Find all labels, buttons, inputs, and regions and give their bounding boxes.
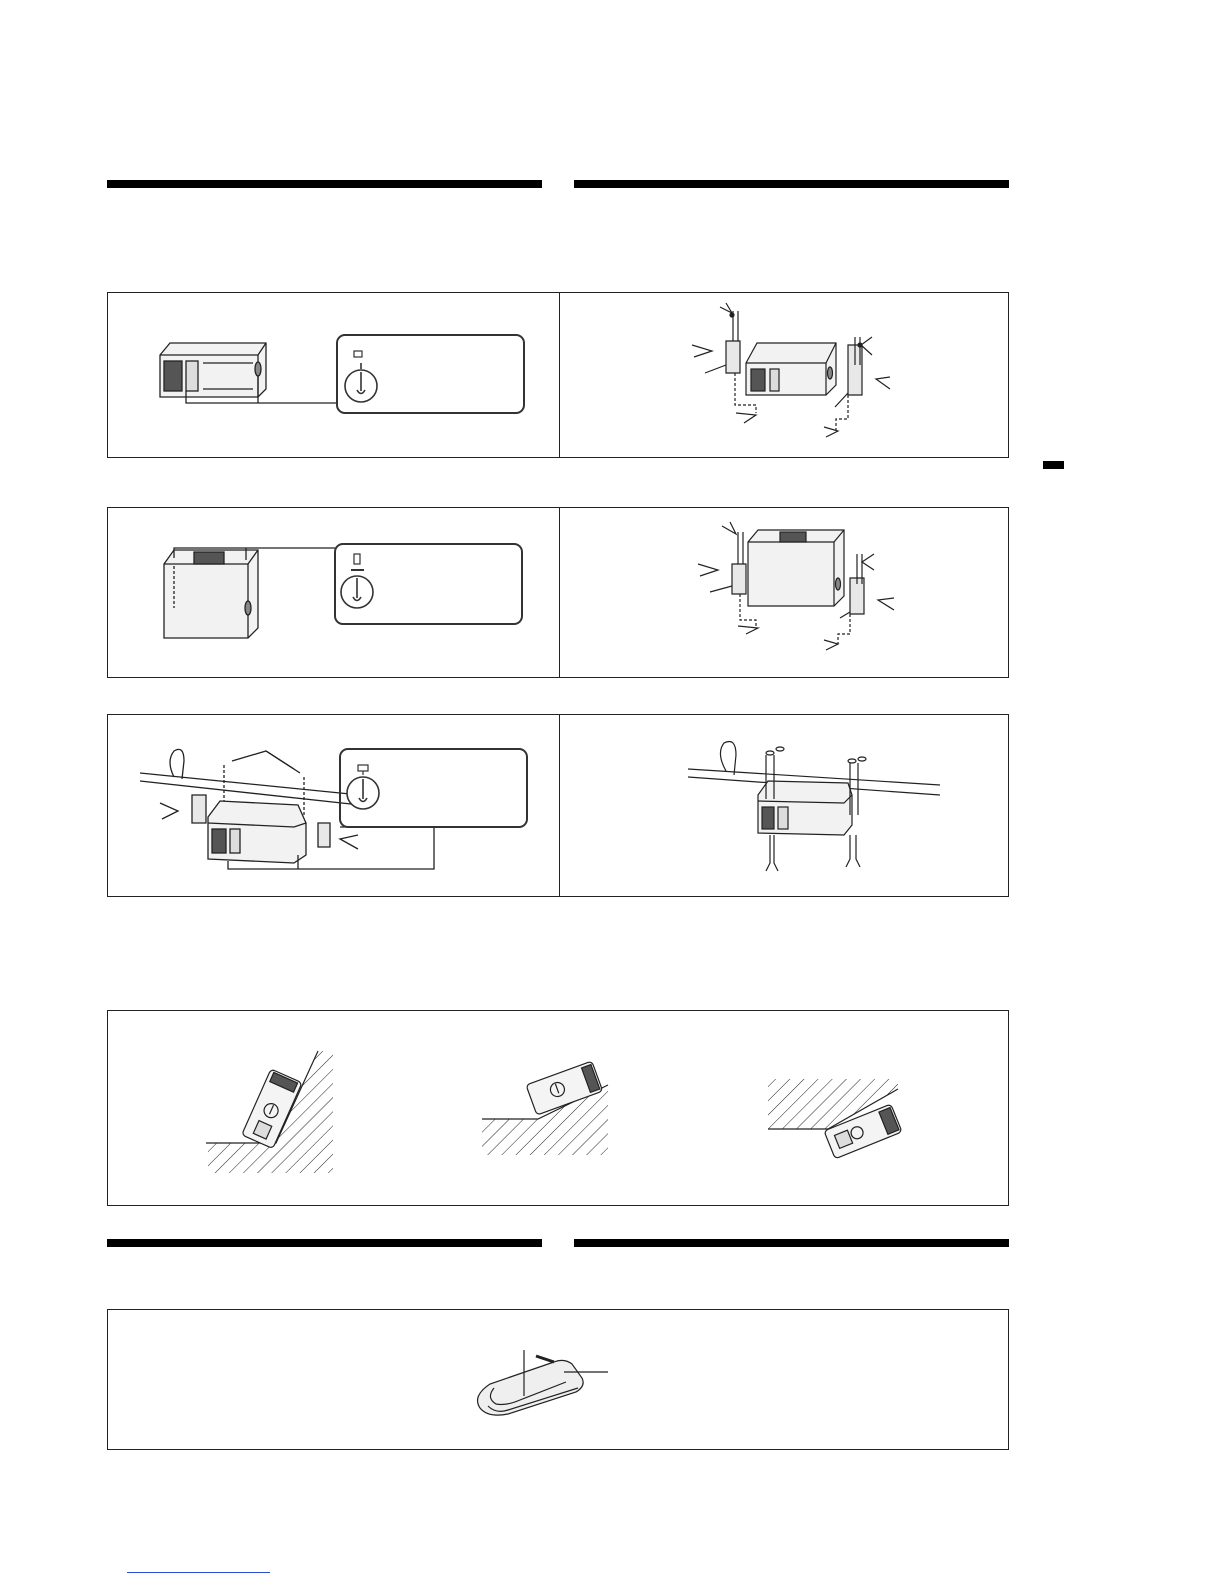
figure-panel-angles [107,1010,1009,1206]
unit-hanging-bracket-illustration [560,715,1011,896]
section-rule-top-right [574,180,1009,188]
section-rule-bottom-left [107,1239,542,1247]
edge-tab-marker [1043,461,1064,469]
section-rule-bottom-right [574,1239,1009,1247]
hanging-tilt-example [768,1079,902,1159]
unit-horizontal-illustration [108,293,559,457]
figure-panel-horizontal [107,292,1009,458]
figure-panel-vertical [107,507,1009,678]
angle-examples-illustration [108,1011,1008,1205]
unit-vertical-illustration [108,508,559,677]
figure-panel-hanging [107,714,1009,897]
remote-commander-icon [108,1310,1008,1449]
unit-vertical-bracket-illustration [560,508,1011,677]
vertical-tilt-example [206,1051,333,1173]
horizontal-tilt-example [482,1061,608,1155]
unit-hanging-illustration [108,715,559,896]
unit-horizontal-bracket-illustration [560,293,1011,457]
footer-link-underline[interactable] [127,1572,270,1573]
section-rule-top-left [107,180,542,188]
figure-panel-remote [107,1309,1009,1450]
